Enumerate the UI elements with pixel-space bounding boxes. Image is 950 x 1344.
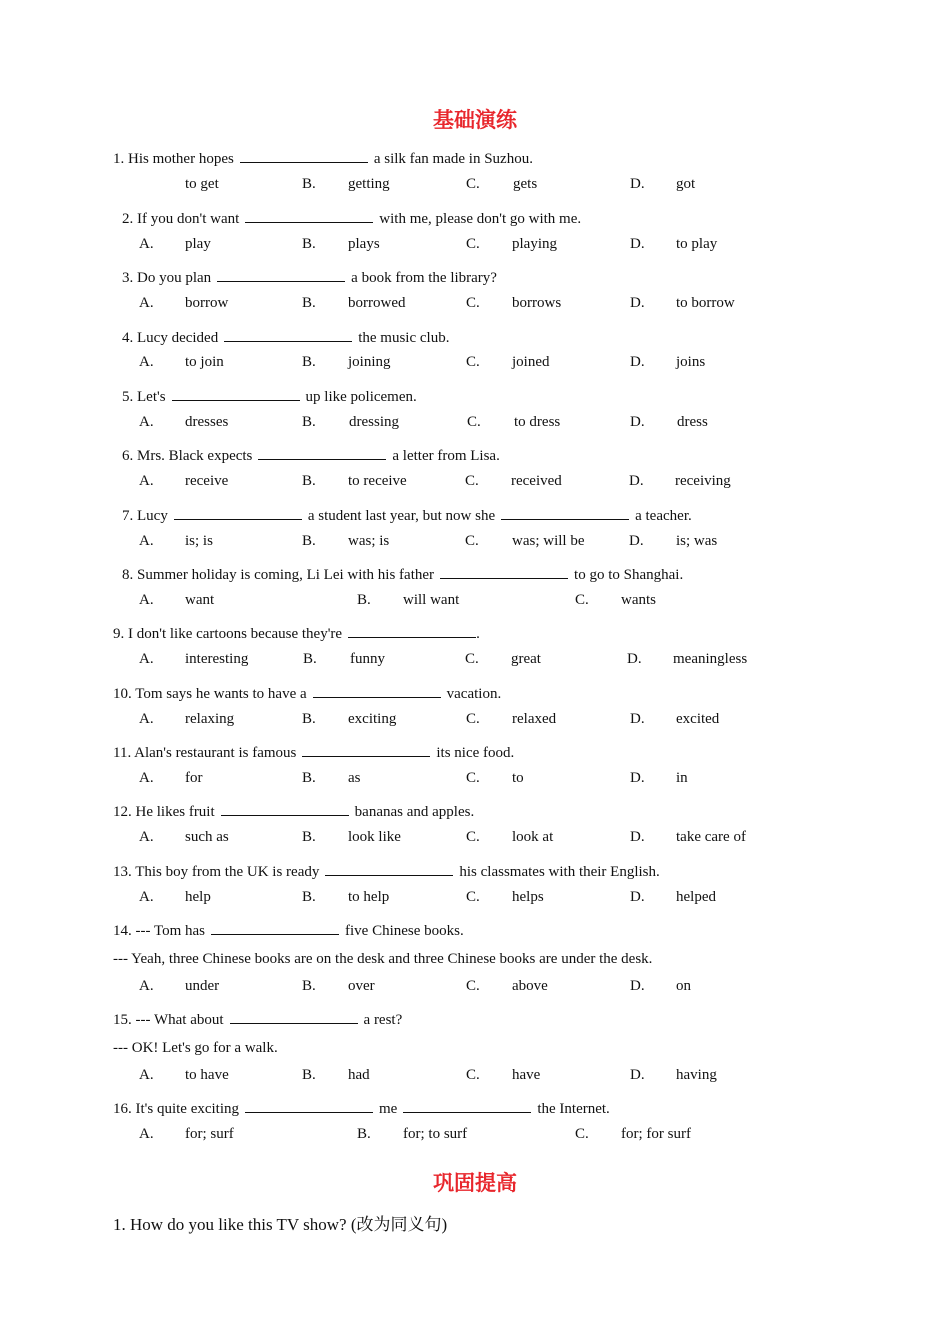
option-a-text[interactable]: to get: [185, 176, 219, 192]
option-c-text[interactable]: joined: [512, 354, 550, 370]
option-a-text[interactable]: play: [185, 236, 211, 252]
question-stem: 13. This boy from the UK is ready: [113, 864, 320, 880]
question-6: [122, 445, 500, 465]
question-11: [113, 742, 514, 762]
option-b-letter: B.: [302, 711, 316, 727]
option-c-text[interactable]: gets: [513, 176, 538, 192]
question-tail: vacation.: [446, 686, 502, 702]
option-b-text[interactable]: as: [348, 770, 361, 786]
option-b-letter: B.: [302, 829, 316, 845]
option-d-text[interactable]: meaningless: [673, 651, 748, 667]
option-b-text[interactable]: will want: [403, 592, 460, 608]
options-13: [0, 888, 950, 906]
option-c-text[interactable]: was; will be: [512, 533, 585, 549]
option-c-letter: C.: [467, 414, 481, 430]
option-b-text[interactable]: over: [348, 978, 375, 994]
options-5: [0, 413, 950, 431]
question-tail: a rest?: [363, 1012, 403, 1028]
option-d-text[interactable]: on: [676, 978, 691, 994]
answer-blank[interactable]: [245, 208, 373, 223]
option-a-text[interactable]: under: [185, 978, 220, 994]
options-3: [0, 294, 950, 312]
question-4: [122, 327, 449, 347]
option-a-letter: A.: [139, 1126, 154, 1142]
option-c-letter: C.: [466, 1067, 480, 1083]
option-a-letter: A.: [139, 236, 154, 252]
option-c-text[interactable]: for; for surf: [621, 1126, 691, 1142]
option-a-letter: A.: [139, 533, 154, 549]
question-stem: 7. Lucy: [122, 508, 168, 524]
options-7: [0, 532, 950, 550]
answer-blank-2[interactable]: [501, 505, 629, 520]
answer-blank[interactable]: [325, 861, 453, 876]
question-tail: .: [476, 626, 480, 642]
option-b-text[interactable]: for; to surf: [403, 1126, 468, 1142]
option-c-text[interactable]: have: [512, 1067, 541, 1083]
option-d-text[interactable]: take care of: [676, 829, 746, 845]
question-tail: bananas and apples.: [354, 804, 475, 820]
question-2: [122, 208, 581, 228]
question-15: [113, 1009, 402, 1029]
section-title-consolidate: 巩固提高: [433, 1171, 517, 1195]
question-tail: its nice food.: [436, 745, 515, 761]
option-b-letter: B.: [302, 1067, 316, 1083]
question-tail: the music club.: [358, 330, 450, 346]
question-tail: a book from the library?: [351, 270, 497, 286]
question-14: [113, 920, 464, 940]
question-stem: 9. I don't like cartoons because they're: [113, 626, 343, 642]
option-d-letter: D.: [630, 889, 645, 905]
option-c-letter: C.: [466, 354, 480, 370]
question-16: [113, 1098, 610, 1118]
option-b-letter: B.: [302, 533, 316, 549]
option-c-text[interactable]: to dress: [514, 414, 561, 430]
option-c-letter: C.: [466, 978, 480, 994]
option-b-letter: B.: [357, 592, 371, 608]
option-b-letter: B.: [302, 978, 316, 994]
option-b-letter: B.: [302, 770, 316, 786]
option-d-text[interactable]: is; was: [676, 533, 718, 549]
option-d-text[interactable]: to borrow: [676, 295, 735, 311]
option-a-text[interactable]: to join: [185, 354, 224, 370]
option-a-letter: A.: [139, 978, 154, 994]
options-4: [0, 353, 950, 371]
option-c-letter: C.: [465, 533, 479, 549]
option-a-text[interactable]: to have: [185, 1067, 229, 1083]
question-14-reply: --- Yeah, three Chinese books are on the desk and three Chinese books are under the desk.: [113, 951, 653, 967]
option-a-text[interactable]: for; surf: [185, 1126, 234, 1142]
option-b-text[interactable]: to receive: [348, 473, 407, 489]
option-c-text[interactable]: relaxed: [512, 711, 557, 727]
option-b-letter: B.: [303, 651, 317, 667]
question-middle: a student last year, but now she: [307, 508, 496, 524]
option-d-text[interactable]: having: [676, 1067, 717, 1083]
answer-blank[interactable]: [348, 623, 476, 638]
options-12: [0, 828, 950, 846]
answer-blank[interactable]: [230, 1009, 358, 1024]
options-1: [0, 175, 950, 193]
answer-blank[interactable]: [313, 683, 441, 698]
question-stem: 10. Tom says he wants to have a: [113, 686, 307, 702]
options-10: [0, 710, 950, 728]
option-b-text[interactable]: joining: [348, 354, 391, 370]
question-tail: a letter from Lisa.: [392, 448, 500, 464]
question-stem: 1. His mother hopes: [113, 151, 234, 167]
option-a-text[interactable]: help: [185, 889, 211, 905]
question-8: [122, 564, 683, 584]
option-a-text[interactable]: borrow: [185, 295, 229, 311]
question-stem: 4. Lucy decided: [122, 330, 219, 346]
question-stem: 6. Mrs. Black expects: [122, 448, 253, 464]
option-d-text[interactable]: joins: [676, 354, 706, 370]
option-d-letter: D.: [629, 473, 644, 489]
question-15-reply: --- OK! Let's go for a walk.: [113, 1040, 278, 1056]
option-b-text[interactable]: exciting: [348, 711, 397, 727]
option-a-text[interactable]: receive: [185, 473, 229, 489]
question-tail: with me, please don't go with me.: [379, 211, 582, 227]
answer-blank-1[interactable]: [174, 505, 302, 520]
option-a-text[interactable]: dresses: [185, 414, 229, 430]
option-c-text[interactable]: borrows: [512, 295, 562, 311]
option-a-letter: A.: [139, 473, 154, 489]
option-a-text[interactable]: such as: [185, 829, 229, 845]
option-d-text[interactable]: to play: [676, 236, 718, 252]
answer-blank[interactable]: [172, 386, 300, 401]
question-tail: his classmates with their English.: [459, 864, 660, 880]
option-c-letter: C.: [465, 473, 479, 489]
option-a-letter: A.: [139, 651, 154, 667]
option-c-letter: C.: [466, 236, 480, 252]
rewrite-task-1: 1. How do you like this TV show? (改为同义句): [113, 1215, 448, 1234]
question-stem: 15. --- What about: [113, 1012, 224, 1028]
question-12: [113, 801, 474, 821]
option-b-text[interactable]: to help: [348, 889, 390, 905]
option-b-text[interactable]: borrowed: [348, 295, 406, 311]
option-a-letter: A.: [139, 711, 154, 727]
answer-blank[interactable]: [258, 445, 386, 460]
options-6: [0, 472, 950, 490]
option-a-text[interactable]: interesting: [185, 651, 249, 667]
option-c-text[interactable]: great: [511, 651, 541, 667]
option-c-letter: C.: [466, 711, 480, 727]
options-16: [0, 1125, 950, 1143]
option-d-letter: D.: [630, 1067, 645, 1083]
option-b-text[interactable]: funny: [350, 651, 385, 667]
options-11: [0, 769, 950, 787]
option-d-letter: D.: [630, 354, 645, 370]
option-a-letter: A.: [139, 770, 154, 786]
question-stem: 12. He likes fruit: [113, 804, 215, 820]
option-a-text[interactable]: is; is: [185, 533, 213, 549]
answer-blank[interactable]: [221, 801, 349, 816]
option-a-letter: A.: [139, 592, 154, 608]
option-b-letter: B.: [302, 236, 316, 252]
option-b-letter: B.: [302, 176, 316, 192]
question-stem: 14. --- Tom has: [113, 923, 205, 939]
option-b-text[interactable]: getting: [348, 176, 390, 192]
option-d-letter: D.: [630, 770, 645, 786]
answer-blank[interactable]: [217, 267, 345, 282]
options-2: [0, 235, 950, 253]
answer-blank-1[interactable]: [245, 1098, 373, 1113]
option-c-letter: C.: [466, 295, 480, 311]
option-c-text[interactable]: above: [512, 978, 548, 994]
answer-blank[interactable]: [211, 920, 339, 935]
option-c-text[interactable]: playing: [512, 236, 557, 252]
option-b-letter: B.: [302, 889, 316, 905]
question-tail: up like policemen.: [305, 389, 417, 405]
option-b-letter: B.: [302, 414, 316, 430]
options-8: [0, 591, 950, 609]
question-3: [122, 267, 497, 287]
option-c-text[interactable]: to: [512, 770, 524, 786]
option-b-text[interactable]: look like: [348, 829, 401, 845]
question-middle: me: [379, 1101, 398, 1117]
option-d-letter: D.: [630, 829, 645, 845]
option-a-text[interactable]: want: [185, 592, 215, 608]
option-d-letter: D.: [629, 533, 644, 549]
question-13: [113, 861, 660, 881]
question-stem: 2. If you don't want: [122, 211, 240, 227]
question-tail: to go to Shanghai.: [574, 567, 684, 583]
section-title-basic: 基础演练: [433, 108, 517, 132]
option-d-letter: D.: [630, 295, 645, 311]
answer-blank[interactable]: [240, 148, 368, 163]
option-d-text[interactable]: got: [676, 176, 696, 192]
option-d-text[interactable]: excited: [676, 711, 720, 727]
question-stem: 11. Alan's restaurant is famous: [113, 745, 297, 761]
option-b-letter: B.: [302, 473, 316, 489]
option-c-letter: C.: [466, 829, 480, 845]
option-d-letter: D.: [627, 651, 642, 667]
option-c-text[interactable]: received: [511, 473, 562, 489]
answer-blank[interactable]: [224, 327, 352, 342]
options-15: [0, 1066, 950, 1084]
question-stem: 3. Do you plan: [122, 270, 212, 286]
option-d-text[interactable]: helped: [676, 889, 716, 905]
question-10: [113, 683, 501, 703]
option-b-text[interactable]: dressing: [349, 414, 399, 430]
question-tail: a silk fan made in Suzhou.: [373, 151, 533, 167]
option-b-letter: B.: [302, 354, 316, 370]
option-d-letter: D.: [630, 711, 645, 727]
options-14: [0, 977, 950, 995]
option-c-letter: C.: [575, 1126, 589, 1142]
option-c-text[interactable]: helps: [512, 889, 544, 905]
option-a-text[interactable]: for: [185, 770, 203, 786]
question-tail: five Chinese books.: [345, 923, 464, 939]
option-d-letter: D.: [630, 414, 645, 430]
question-1: [113, 148, 533, 168]
answer-blank[interactable]: [302, 742, 430, 757]
option-a-letter: A.: [139, 829, 154, 845]
option-d-letter: D.: [630, 978, 645, 994]
answer-blank[interactable]: [440, 564, 568, 579]
option-a-letter: A.: [139, 295, 154, 311]
option-d-text[interactable]: dress: [677, 414, 708, 430]
question-tail: the Internet.: [537, 1101, 610, 1117]
question-7: [122, 505, 692, 525]
question-tail: a teacher.: [635, 508, 692, 524]
option-d-letter: D.: [630, 176, 645, 192]
option-a-letter: A.: [139, 414, 154, 430]
answer-blank-2[interactable]: [403, 1098, 531, 1113]
options-9: [0, 650, 950, 668]
option-c-text[interactable]: look at: [512, 829, 554, 845]
option-d-text[interactable]: in: [676, 770, 688, 786]
question-9: [113, 623, 480, 643]
option-c-letter: C.: [465, 651, 479, 667]
option-c-text[interactable]: wants: [621, 592, 656, 608]
option-d-text[interactable]: receiving: [675, 473, 731, 489]
option-b-letter: B.: [357, 1126, 371, 1142]
option-b-text[interactable]: plays: [348, 236, 380, 252]
option-d-letter: D.: [630, 236, 645, 252]
question-stem: 8. Summer holiday is coming, Li Lei with his father: [122, 567, 435, 583]
option-b-letter: B.: [302, 295, 316, 311]
option-a-letter: A.: [139, 354, 154, 370]
question-5: [122, 386, 417, 406]
option-c-letter: C.: [466, 889, 480, 905]
option-b-text[interactable]: had: [348, 1067, 370, 1083]
option-a-letter: A.: [139, 1067, 154, 1083]
option-a-letter: A.: [139, 889, 154, 905]
option-b-text[interactable]: was; is: [348, 533, 390, 549]
question-stem: 5. Let's: [122, 389, 166, 405]
option-a-text[interactable]: relaxing: [185, 711, 235, 727]
option-c-letter: C.: [466, 176, 480, 192]
option-c-letter: C.: [575, 592, 589, 608]
option-c-letter: C.: [466, 770, 480, 786]
question-stem: 16. It's quite exciting: [113, 1101, 240, 1117]
